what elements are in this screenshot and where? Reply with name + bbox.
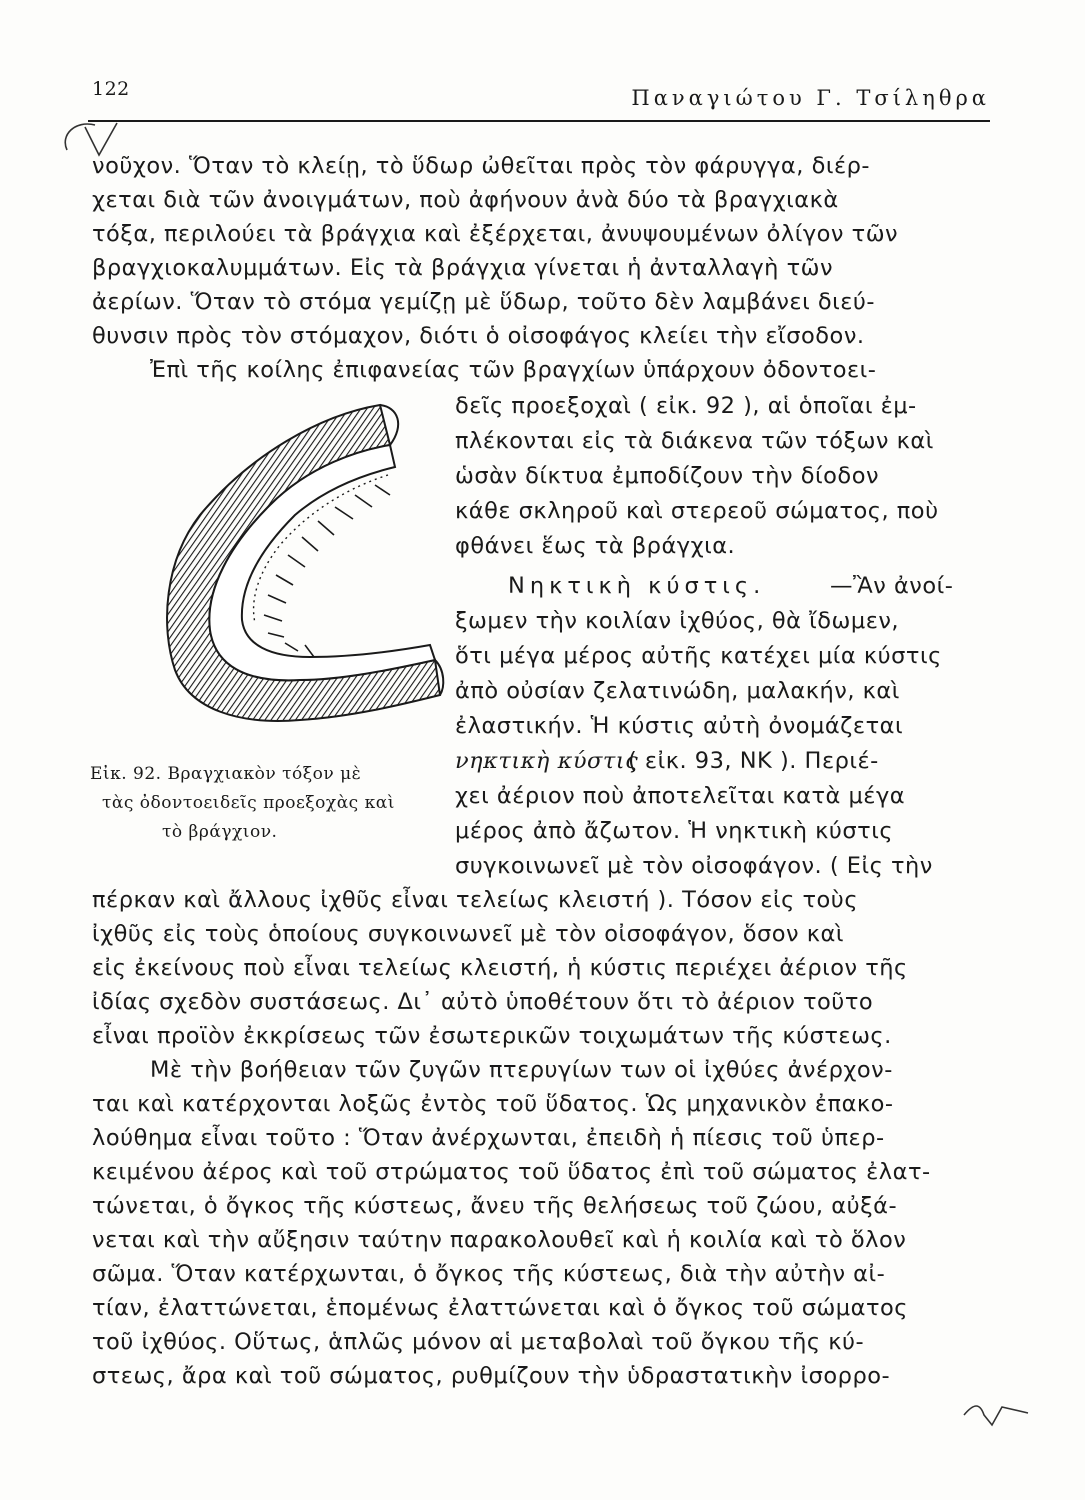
page-number: 122 bbox=[92, 78, 130, 100]
body-line: τίαν, ἐλαττώνεται, ἑπομένως ἐλαττώνεται καὶ ὁ ὄγκος τοῦ σώματος bbox=[92, 1295, 908, 1321]
body-line: ὡσὰν δίκτυα ἐμποδίζουν τὴν δίοδον bbox=[455, 463, 880, 489]
body-line: συγκοινωνεῖ μὲ τὸν οἰσοφάγον. ( Εἰς τὴν bbox=[455, 853, 933, 879]
body-line: ἐλαστικήν. Ἡ κύστις αὐτὴ ὀνομάζεται bbox=[455, 713, 904, 739]
body-line: λούθημα εἶναι τοῦτο : Ὅταν ἀνέρχωνται, ἐπειδὴ ἡ πίεσις τοῦ ὑπερ- bbox=[92, 1125, 885, 1151]
body-line: βραγχιοκαλυμμάτων. Εἰς τὰ βράγχια γίνεται ἡ ἀνταλλαγὴ τῶν bbox=[92, 255, 834, 281]
figure-caption bbox=[90, 760, 430, 847]
body-line: ἰδίας σχεδὸν συστάσεως. Δι᾽ αὐτὸ ὑποθέτουν ὅτι τὸ ἀέριον τοῦτο bbox=[92, 989, 874, 1015]
running-head: Παναγιώτου Γ. Τσίληθρα bbox=[631, 86, 990, 110]
body-line: τοῦ ἰχθύος. Οὕτως, ἁπλῶς μόνον αἱ μεταβολαὶ τοῦ ὄγκου τῆς κύ- bbox=[92, 1329, 865, 1355]
body-line: ται καὶ κατέρχονται λοξῶς ἐντὸς τοῦ ὕδατος. Ὡς μηχανικὸν ἐπακο- bbox=[92, 1091, 894, 1117]
body-line: χει ἀέριον ποὺ ἀποτελεῖται κατὰ μέγα bbox=[455, 783, 906, 809]
body-line: ὅτι μέγα μέρος αὐτῆς κατέχει μία κύστις bbox=[455, 643, 942, 669]
body-line: θυνσιν πρὸς τὸν στόμαχον, διότι ὁ οἰσοφάγος κλείει τὴν εἴσοδον. bbox=[92, 323, 865, 349]
body-line: κειμένου ἀέρος καὶ τοῦ στρώματος τοῦ ὕδατος ἐπὶ τοῦ σώματος ἐλατ- bbox=[92, 1159, 931, 1185]
gill-arch-illustration bbox=[150, 395, 450, 745]
body-line: εἰς ἐκείνους ποὺ εἶναι τελείως κλειστή, ἡ κύστις περιέχει ἀέριον τῆς bbox=[92, 955, 908, 981]
body-line: πλέκονται εἰς τὰ διάκενα τῶν τόξων καὶ bbox=[455, 428, 934, 454]
caption-line: τὰς ὀδοντοειδεῖς προεξοχὰς καὶ bbox=[102, 793, 395, 813]
term-italic: νηκτικὴ κύστις bbox=[455, 748, 639, 774]
section-heading-dash: —Ἂν ἀνοί- bbox=[830, 573, 954, 599]
body-line: τώνεται, ὁ ὄγκος τῆς κύστεως, ἄνευ τῆς θελήσεως τοῦ ζώου, αὐξά- bbox=[92, 1193, 898, 1219]
body-line: Ἐπὶ τῆς κοίλης ἐπιφανείας τῶν βραγχίων ὑπάρχουν ὀδοντοει- bbox=[150, 357, 877, 383]
body-line: νοῦχον. Ὅταν τὸ κλείῃ, τὸ ὕδωρ ὠθεῖται πρὸς τὸν φάρυγγα, διέρ- bbox=[92, 153, 871, 179]
caption-line: τὸ βράγχιον. bbox=[162, 822, 278, 842]
body-line: κάθε σκληροῦ καὶ στερεοῦ σώματος, ποὺ bbox=[455, 498, 939, 524]
body-line: χεται διὰ τῶν ἀνοιγμάτων, ποὺ ἀφήνουν ἀνὰ δύο τὰ βραγχιακὰ bbox=[92, 187, 839, 213]
body-line: μέρος ἀπὸ ἄζωτον. Ἡ νηκτικὴ κύστις bbox=[455, 818, 894, 844]
body-line: ἰχθῦς εἰς τοὺς ὁποίους συγκοινωνεῖ μὲ τὸν οἰσοφάγον, ὅσον καὶ bbox=[92, 921, 844, 947]
figure-ref: ( εἰκ. 93, ΝΚ ). Περιέ- bbox=[628, 748, 879, 774]
body-line: πέρκαν καὶ ἄλλους ἰχθῦς εἶναι τελείως κλειστή ). Τόσον εἰς τοὺς bbox=[92, 887, 859, 913]
section-heading: Νηκτικὴ κύστις. bbox=[508, 573, 766, 599]
body-line: στεως, ἄρα καὶ τοῦ σώματος, ρυθμίζουν τὴν ὑδραστατικὴν ἰσορρο- bbox=[92, 1363, 891, 1389]
caption-line: Εἰκ. 92. Βραγχιακὸν τόξον μὲ bbox=[90, 764, 362, 784]
body-line: Μὲ τὴν βοήθειαν τῶν ζυγῶν πτερυγίων των οἱ ἰχθύες ἀνέρχον- bbox=[150, 1057, 893, 1083]
body-line: σῶμα. Ὅταν κατέρχωνται, ὁ ὄγκος τῆς κύστεως, διὰ τὴν αὐτὴν αἰ- bbox=[92, 1261, 886, 1287]
body-line: φθάνει ἕως τὰ βράγχια. bbox=[455, 533, 736, 559]
body-line: νεται καὶ τὴν αὔξησιν ταύτην παρακολουθεῖ καὶ ἡ κοιλία καὶ τὸ ὅλον bbox=[92, 1227, 907, 1253]
body-line: ἀπὸ οὐσίαν ζελατινώδη, μαλακήν, καὶ bbox=[455, 678, 900, 704]
body-line: ξωμεν τὴν κοιλίαν ἰχθύος, θὰ ἴδωμεν, bbox=[455, 608, 900, 634]
body-line: δεῖς προεξοχαὶ ( εἰκ. 92 ), αἱ ὁποῖαι ἐμ- bbox=[455, 393, 917, 419]
body-line: ἀερίων. Ὅταν τὸ στόμα γεμίζῃ μὲ ὕδωρ, τοῦτο δὲν λαμβάνει διεύ- bbox=[92, 289, 876, 315]
body-line: τόξα, περιλούει τὰ βράγχια καὶ ἐξέρχεται, ἀνυψουμένων ὀλίγον τῶν bbox=[92, 221, 899, 247]
body-line: εἶναι προϊὸν ἐκκρίσεως τῶν ἐσωτερικῶν τοιχωμάτων τῆς κύστεως. bbox=[92, 1023, 892, 1049]
